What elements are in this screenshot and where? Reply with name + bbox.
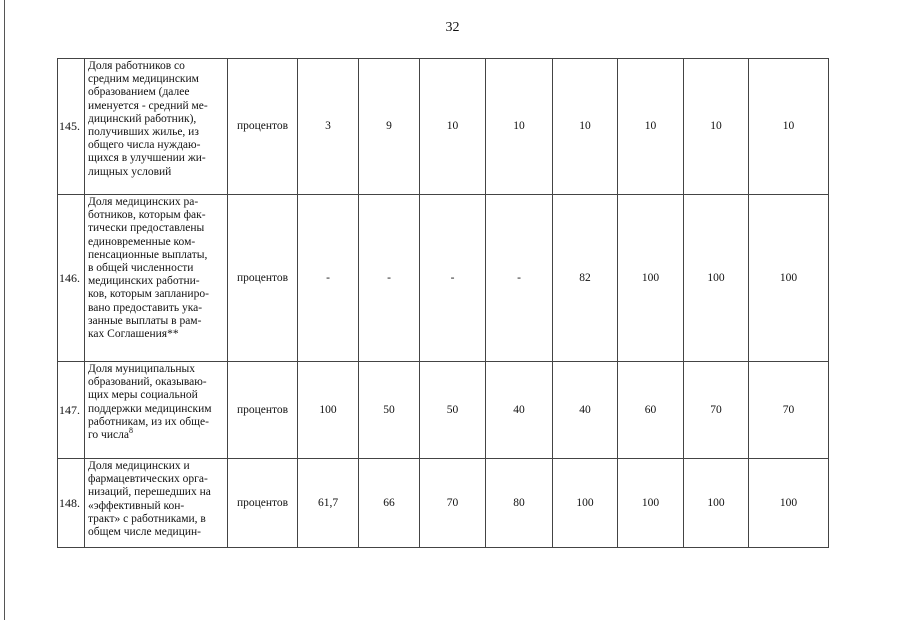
desc-line: работникам, из их обще- bbox=[88, 415, 209, 428]
desc-line: фармацевтических орга- bbox=[88, 473, 208, 486]
row-number: 148. bbox=[58, 459, 85, 548]
value-cell: 60 bbox=[618, 362, 684, 459]
value-cell: 100 bbox=[749, 459, 829, 548]
desc-line: Доля муниципальных bbox=[88, 363, 195, 375]
value-cell: 40 bbox=[553, 362, 618, 459]
desc-line: лищных условий bbox=[88, 165, 172, 178]
value-cell: 10 bbox=[749, 59, 829, 195]
desc-line: го числа bbox=[88, 429, 129, 442]
value-cell: 70 bbox=[420, 459, 486, 548]
value-cell: - bbox=[486, 195, 553, 362]
value-cell: 100 bbox=[749, 195, 829, 362]
value-cell: 82 bbox=[553, 195, 618, 362]
desc-line: Доля медицинских ра- bbox=[88, 196, 199, 208]
value-cell: 9 bbox=[359, 59, 420, 195]
row-number: 146. bbox=[58, 195, 85, 362]
value-cell: 100 bbox=[618, 459, 684, 548]
table-row-146 bbox=[58, 195, 829, 362]
value-cell: - bbox=[359, 195, 420, 362]
desc-line: дицинский работник), bbox=[88, 112, 197, 125]
value-cell: 100 bbox=[298, 362, 359, 459]
value-cell: 50 bbox=[420, 362, 486, 459]
value-cell: 10 bbox=[420, 59, 486, 195]
desc-line: тракт» с работниками, в bbox=[88, 512, 206, 525]
value-cell: - bbox=[298, 195, 359, 362]
desc-line: пенсационные выплаты, bbox=[88, 248, 208, 261]
desc-line: единовременные ком- bbox=[88, 235, 196, 248]
unit-cell: процентов bbox=[228, 195, 298, 362]
value-cell: 100 bbox=[553, 459, 618, 548]
value-cell: 10 bbox=[553, 59, 618, 195]
desc-line: щих меры социальной bbox=[88, 389, 198, 402]
desc-line: ботников, которым фак- bbox=[88, 209, 206, 222]
table-row-147 bbox=[58, 362, 829, 459]
value-cell: 80 bbox=[486, 459, 553, 548]
value-cell: 100 bbox=[684, 459, 749, 548]
desc-line: щихся в улучшении жи- bbox=[88, 152, 206, 165]
value-cell: 70 bbox=[684, 362, 749, 459]
left-margin-rule bbox=[4, 0, 5, 620]
table-body bbox=[58, 59, 829, 548]
row-number: 147. bbox=[58, 362, 85, 459]
value-cell: 10 bbox=[486, 59, 553, 195]
desc-line: образованием (далее bbox=[88, 86, 190, 99]
desc-line: занные выплаты в рам- bbox=[88, 314, 202, 327]
desc-line: ков, которым запланиро- bbox=[88, 288, 209, 301]
value-cell: 10 bbox=[684, 59, 749, 195]
table-row-148 bbox=[58, 459, 829, 548]
desc-line: «эффективный кон- bbox=[88, 499, 185, 512]
indicator-description bbox=[85, 459, 228, 548]
desc-line: низаций, перешедших на bbox=[88, 486, 211, 499]
value-cell: 100 bbox=[684, 195, 749, 362]
table-row-145 bbox=[58, 59, 829, 195]
value-cell: 50 bbox=[359, 362, 420, 459]
desc-line: в общей численности bbox=[88, 262, 194, 275]
indicator-description bbox=[85, 362, 228, 459]
value-cell: 61,7 bbox=[298, 459, 359, 548]
desc-line: средним медицинским bbox=[88, 73, 199, 86]
page-number: 32 bbox=[445, 20, 460, 35]
desc-line: именуется - средний ме- bbox=[88, 99, 208, 112]
desc-line: образований, оказываю- bbox=[88, 376, 207, 389]
desc-line: общем числе медицин- bbox=[88, 526, 202, 539]
value-cell: 3 bbox=[298, 59, 359, 195]
desc-line: тически предоставлены bbox=[88, 222, 205, 235]
value-cell: 40 bbox=[486, 362, 553, 459]
value-cell: 66 bbox=[359, 459, 420, 548]
value-cell: 70 bbox=[749, 362, 829, 459]
desc-line: общего числа нуждаю- bbox=[88, 139, 201, 152]
unit-cell: процентов bbox=[228, 59, 298, 195]
footnote-mark: 8 bbox=[128, 426, 133, 436]
row-number: 145. bbox=[58, 59, 85, 195]
indicator-description bbox=[85, 59, 228, 195]
desc-line: вано предоставить ука- bbox=[88, 301, 203, 314]
indicators-table bbox=[57, 58, 829, 548]
desc-line: Доля медицинских и bbox=[88, 460, 190, 472]
desc-line: медицинских работни- bbox=[88, 275, 200, 288]
desc-line: получивших жилье, из bbox=[88, 126, 199, 139]
desc-line: поддержки медицинским bbox=[88, 402, 212, 415]
value-cell: 100 bbox=[618, 195, 684, 362]
value-cell: 10 bbox=[618, 59, 684, 195]
indicator-description bbox=[85, 195, 228, 362]
unit-cell: процентов bbox=[228, 362, 298, 459]
value-cell: - bbox=[420, 195, 486, 362]
desc-line-with-footnote bbox=[88, 426, 225, 442]
desc-line: Доля работников со bbox=[88, 60, 185, 72]
desc-line: ках Соглашения** bbox=[88, 328, 179, 341]
unit-cell: процентов bbox=[228, 459, 298, 548]
